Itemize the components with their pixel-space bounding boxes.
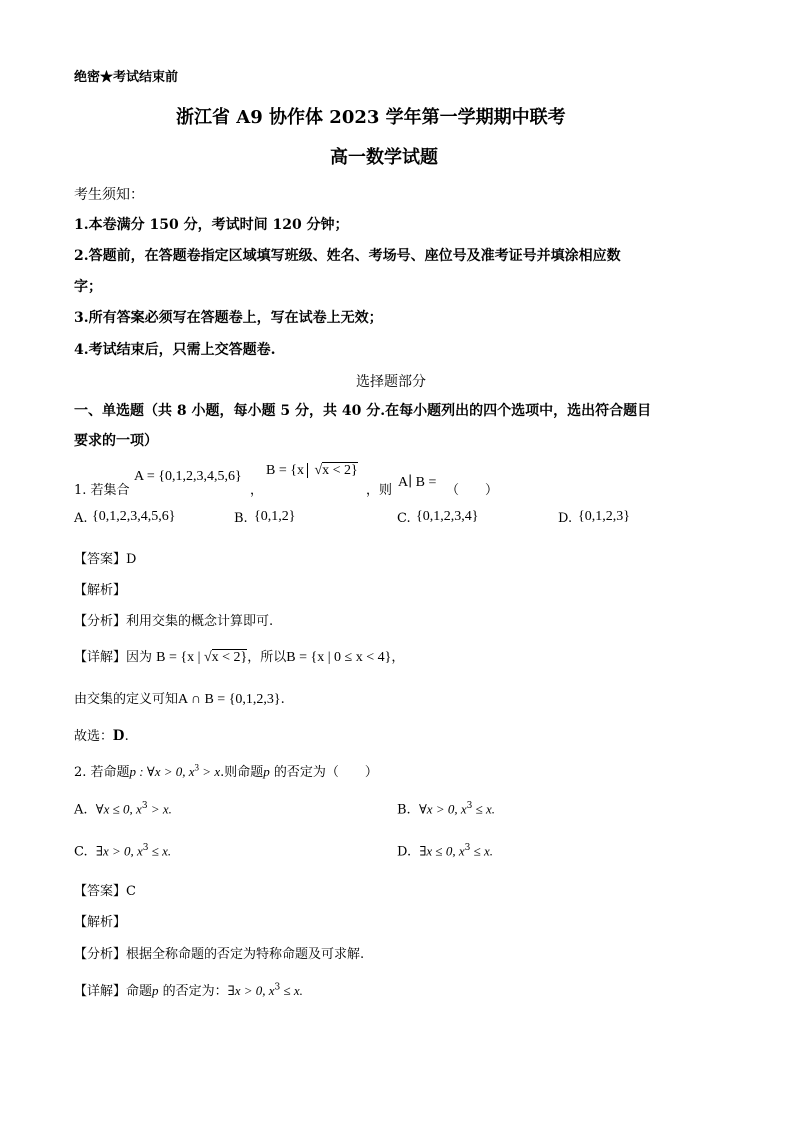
q1-choose: 故选：D. [74, 727, 129, 744]
part-heading-cont: 要求的一项） [74, 433, 158, 449]
confidential-mark: 绝密★考试结束前 [74, 70, 179, 85]
q1-option-a: {0,1,2,3,4,5,6} [92, 509, 176, 524]
q1-option-b-label: B. [234, 511, 248, 526]
exam-title: 浙江省 A9 协作体 2023 学年第一学期期中联考 [176, 107, 566, 128]
q1-comma: ， [250, 483, 264, 498]
q1-option-c: {0,1,2,3,4} [416, 509, 479, 524]
q1-set-a: A = {0,1,2,3,4,5,6} [134, 469, 242, 484]
q1-option-a-label: A. [74, 511, 88, 526]
q1-answer: 【答案】D [74, 552, 137, 567]
q1-then: ，则 [366, 483, 393, 498]
q2-option-c: C. ∃x > 0, $x^3 \le x$. [74, 843, 172, 860]
notice-item-3: 3.所有答案必须写在答题卷上，写在试卷上无效； [74, 310, 383, 326]
q2-option-d: D. ∃x ≤ 0, $x^3 \le x$. [397, 843, 493, 860]
q1-option-d-label: D. [558, 511, 573, 526]
section-title: 选择题部分 [356, 374, 426, 390]
q1-detail: 【详解】因为 B = {x | √x < 2}，所以B = {x | 0 ≤ x < 4}， [74, 650, 405, 665]
q1-option-c-label: C. [397, 511, 411, 526]
q2-option-a: A. ∀x ≤ 0, $x^3 > x$. [74, 801, 172, 818]
q2-answer: 【答案】C [74, 884, 136, 899]
sqrt-icon: √ [314, 463, 323, 478]
notice-item-2: 2.答题前，在答题卷指定区域填写班级、姓名、考场号、座位号及准考证号并填涂相应数 [74, 248, 621, 264]
part-heading: 一、单选题（共 8 小题，每小题 5 分，共 40 分.在每小题列出的四个选项中，选出符合题目 [74, 403, 652, 419]
notice-item-4: 4.考试结束后，只需上交答题卷. [74, 342, 276, 358]
sqrt-icon: √ [203, 650, 212, 665]
notice-heading: 考生须知： [74, 187, 144, 203]
q1-option-d: {0,1,2,3} [578, 509, 630, 524]
q1-intersection-expr: A∣ B = [398, 475, 437, 490]
q2-detail: 【详解】命题p 的否定为：∃x > 0, $x^3 \le x$. [74, 982, 303, 999]
q2-analysis-tag: 【解析】 [74, 915, 127, 930]
notice-item-1: 1.本卷满分 150 分，考试时间 120 分钟； [74, 217, 349, 233]
q1-fenxi: 【分析】利用交集的概念计算即可. [74, 614, 274, 629]
q1-paren: （ ） [446, 483, 499, 498]
q1-number: 1. 若集合 [74, 483, 130, 498]
q1-set-b: B = {x √x < 2} [266, 463, 358, 478]
q1-option-b: {0,1,2} [254, 509, 296, 524]
q1-detail-line2: 由交集的定义可知A ∩ B = {0,1,2,3}. [74, 692, 285, 707]
q2-fenxi: 【分析】根据全称命题的否定为特称命题及可求解. [74, 947, 365, 962]
q1-analysis-tag: 【解析】 [74, 583, 127, 598]
q2-stem: 2. 若命题p : ∀x > 0, $x^3 > x$.则命题p 的否定为（ ） [74, 762, 378, 780]
q2-option-b: B. ∀x > 0, $x^3 \le x$. [397, 801, 496, 818]
exam-subtitle: 高一数学试题 [330, 147, 438, 168]
notice-item-2-cont: 字； [74, 279, 102, 295]
